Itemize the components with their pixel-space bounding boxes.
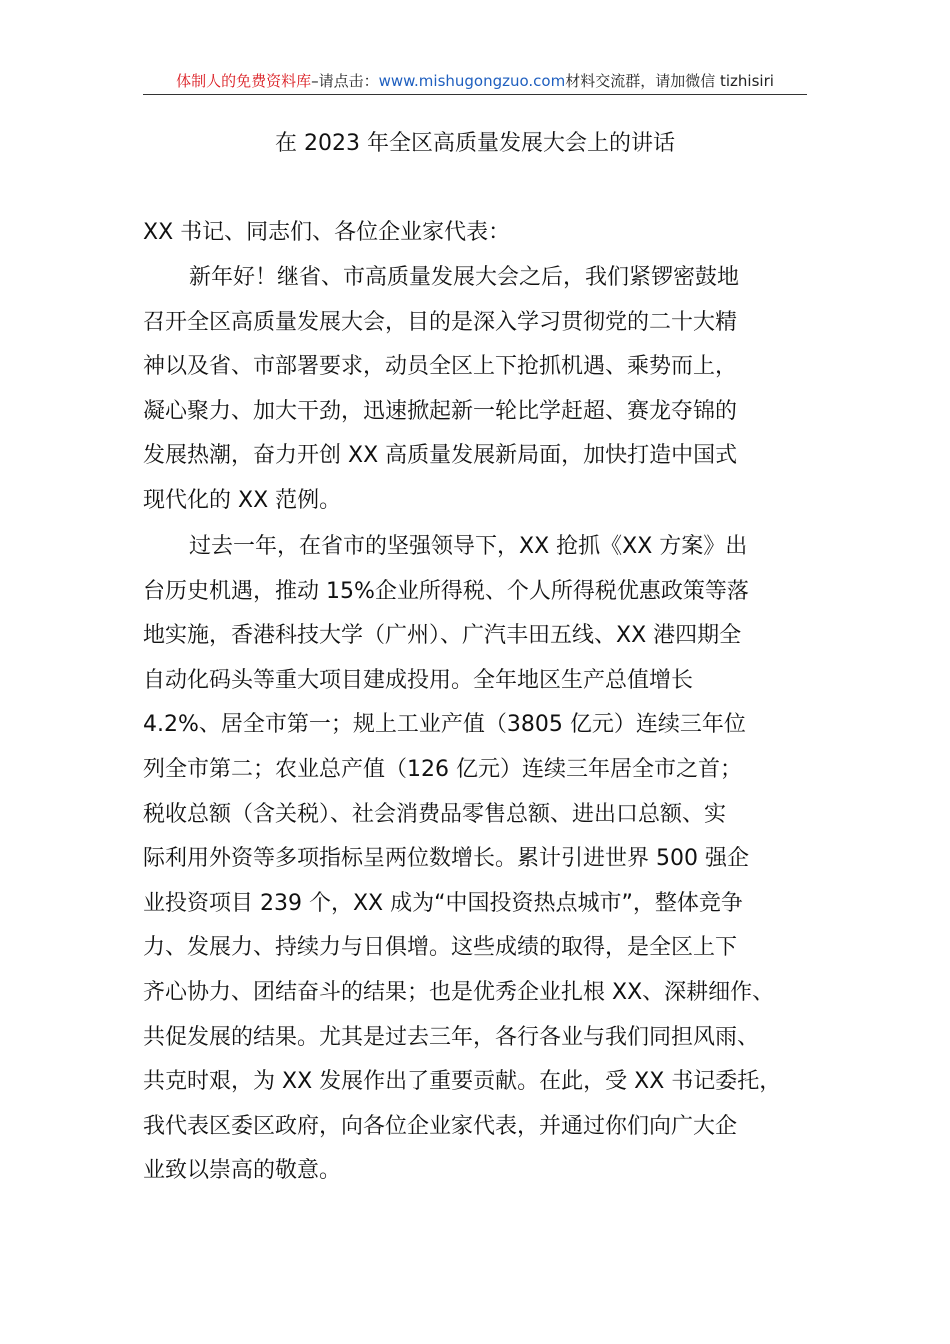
paragraph-line: 4.2%、居全市第一；规上工业产值（3805 亿元）连续三年位 [143,712,746,738]
header-site-link[interactable]: www.mishugongzuo.com [378,72,566,90]
paragraph-line: 神以及省、市部署要求，动员全区上下抢抓机遇、乘势而上， [143,354,738,380]
paragraph-line: 列全市第二；农业总产值（126 亿元）连续三年居全市之首； [143,756,742,782]
paragraph-review [143,525,807,1194]
paragraph-line: 业致以崇高的敬意。 [143,1158,342,1184]
paragraph-line: 税收总额（含关税）、社会消费品零售总额、进出口总额、实 [143,801,727,827]
page-header [143,68,807,95]
paragraph-line: 台历史机遇，推动 15%企业所得税、个人所得税优惠政策等落 [143,578,749,604]
document-title: 在 2023 年全区高质量发展大会上的讲话 [275,131,675,156]
paragraph-line: 凝心聚力、加大干劲，迅速掀起新一轮比学赶超、赛龙夺锦的 [143,398,738,424]
paragraph-line: 地实施，香港科技大学（广州）、广汽丰田五线、XX 港四期全 [143,623,742,649]
paragraph-line: 业投资项目 239 个，XX 成为“中国投资热点城市”，整体竞争 [143,890,743,916]
paragraph-line: 自动化码头等重大项目建成投用。全年地区生产总值增长 [143,667,694,693]
salutation: XX 书记、同志们、各位企业家代表： [143,220,511,245]
paragraph-line: 共促发展的结果。尤其是过去三年，各行各业与我们同担风雨、 [143,1024,760,1050]
paragraph-line: 际利用外资等多项指标呈两位数增长。累计引进世界 500 强企 [143,846,749,872]
paragraph-line: 共克时艰，为 XX 发展作出了重要贡献。在此，受 XX 书记委托， [143,1069,782,1095]
paragraph-line: 过去一年，在省市的坚强领导下，XX 抢抓《XX 方案》出 [189,534,748,559]
paragraph-line: 齐心协力、团结奋斗的结果；也是优秀企业扎根 XX、深耕细作、 [143,979,775,1005]
header-prompt: –请点击： [311,72,379,90]
paragraph-line: 力、发展力、持续力与日俱增。这些成绩的取得，是全区上下 [143,935,738,961]
header-contact-text: 材料交流群，请加微信 tizhisiri [565,72,774,90]
paragraph-line: 新年好！继省、市高质量发展大会之后，我们紧锣密鼓地 [189,265,740,290]
paragraph-opening [143,256,807,524]
paragraph-line: 我代表区委区政府，向各位企业家代表，并通过你们向广大企 [143,1113,738,1139]
paragraph-line: 召开全区高质量发展大会，目的是深入学习贯彻党的二十大精 [143,309,738,335]
header-brand: 体制人的免费资料库 [176,72,312,90]
paragraph-line: 现代化的 XX 范例。 [143,487,342,513]
paragraph-line: 发展热潮，奋力开创 XX 高质量发展新局面，加快打造中国式 [143,443,738,469]
